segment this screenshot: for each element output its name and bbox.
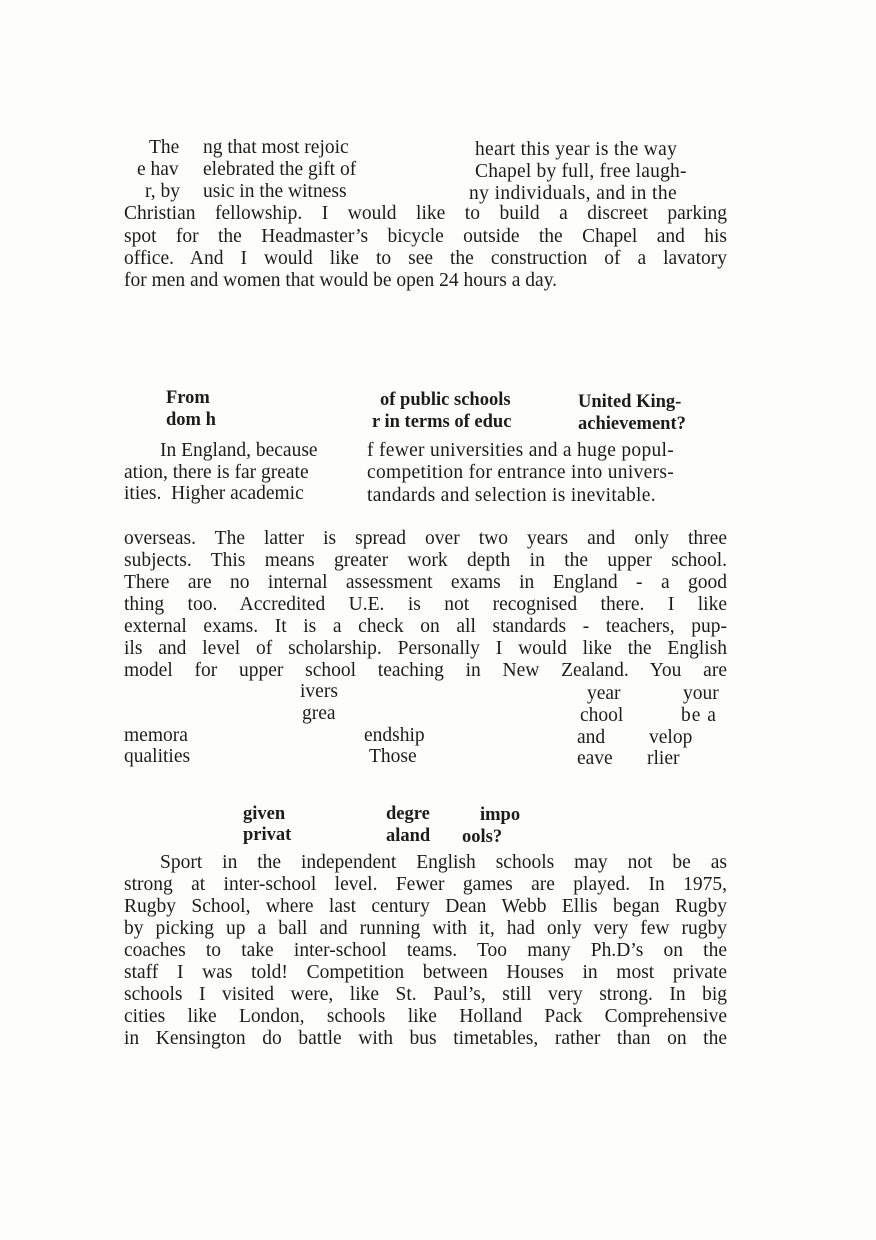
heading-fragment: aland — [386, 826, 431, 846]
text-fragment: The — [149, 137, 180, 158]
text-line: schools I visited were, like St. Paul’s, still very strong. In big — [124, 984, 727, 1005]
text-fragment: velop — [649, 727, 693, 748]
text-line: staff I was told! Competition between Houses in most private — [124, 962, 727, 983]
text-fragment: e hav — [137, 159, 179, 180]
text-line: subjects. This means greater work depth in the upper school. — [124, 550, 727, 571]
text-fragment: endship — [364, 725, 425, 746]
text-fragment: your — [683, 683, 719, 704]
text-fragment: r, by — [145, 181, 180, 202]
heading-fragment: given — [243, 804, 286, 824]
text-fragment: ng that most rejoic — [203, 137, 349, 158]
text-fragment: elebrated the gift of — [203, 159, 357, 180]
text-line: office. And I would like to see the construction of a lavatory — [124, 248, 727, 269]
text-line: strong at inter-school level. Fewer games are played. In 1975, — [124, 874, 727, 895]
text-line: coaches to take inter-school teams. Too many Ph.D’s on the — [124, 940, 727, 961]
text-fragment: year — [587, 683, 621, 704]
text-fragment: heart this year is the way — [475, 139, 678, 160]
text-fragment: f fewer universities and a huge popul- — [367, 440, 675, 461]
text-line: model for upper school teaching in New Zealand. You are — [124, 660, 727, 681]
text-line: Sport in the independent English schools may not be as — [160, 852, 727, 873]
text-line: overseas. The latter is spread over two years and only three — [124, 528, 727, 549]
text-fragment: rlier — [647, 748, 680, 769]
text-line: thing too. Accredited U.E. is not recognised there. I like — [124, 594, 727, 615]
heading-fragment: privat — [243, 825, 292, 845]
heading-fragment: From — [166, 388, 210, 408]
text-fragment: competition for entrance into univers- — [367, 462, 675, 483]
text-fragment: usic in the witness — [203, 181, 347, 202]
text-fragment: ities. Higher academic — [124, 483, 304, 504]
heading-fragment: dom h — [166, 410, 216, 430]
text-fragment: tandards and selection is inevitable. — [367, 485, 656, 506]
text-line: external exams. It is a check on all standards - teachers, pup- — [124, 616, 727, 637]
heading-fragment: r in terms of educ — [372, 412, 512, 432]
heading-fragment: impo — [480, 805, 521, 825]
text-fragment: ny individuals, and in the — [469, 183, 678, 204]
heading-fragment: United King- — [578, 392, 682, 412]
heading-fragment: achievement? — [578, 414, 686, 434]
text-line: spot for the Headmaster’s bicycle outside the Chapel and his — [124, 226, 727, 247]
text-fragment: In England, because — [160, 440, 318, 461]
text-fragment: chool — [580, 705, 624, 726]
heading-fragment: ools? — [462, 827, 503, 847]
text-line: by picking up a ball and running with it, had only very few rugby — [124, 918, 727, 939]
heading-fragment: of public schools — [380, 390, 511, 410]
text-fragment: be a — [681, 705, 717, 726]
heading-fragment: degre — [386, 804, 430, 824]
text-line: Rugby School, where last century Dean Webb Ellis began Rugby — [124, 896, 727, 917]
text-line: in Kensington do battle with bus timetables, rather than on the — [124, 1028, 727, 1049]
text-fragment: Chapel by full, free laugh- — [475, 161, 687, 182]
text-line: There are no internal assessment exams in England - a good — [124, 572, 727, 593]
text-fragment: eave — [577, 748, 613, 769]
text-line: Christian fellowship. I would like to build a discreet parking — [124, 203, 727, 224]
text-line: cities like London, schools like Holland Pack Comprehensive — [124, 1006, 727, 1027]
text-fragment: memora — [124, 725, 188, 746]
text-fragment: Those — [369, 746, 417, 767]
text-line: ils and level of scholarship. Personally I would like the English — [124, 638, 727, 659]
text-line: for men and women that would be open 24 hours a day. — [124, 270, 558, 291]
text-fragment: ivers — [300, 681, 338, 702]
text-fragment: grea — [302, 703, 336, 724]
text-fragment: qualities — [124, 746, 191, 767]
text-fragment: and — [577, 727, 606, 748]
text-fragment: ation, there is far greate — [124, 462, 309, 483]
